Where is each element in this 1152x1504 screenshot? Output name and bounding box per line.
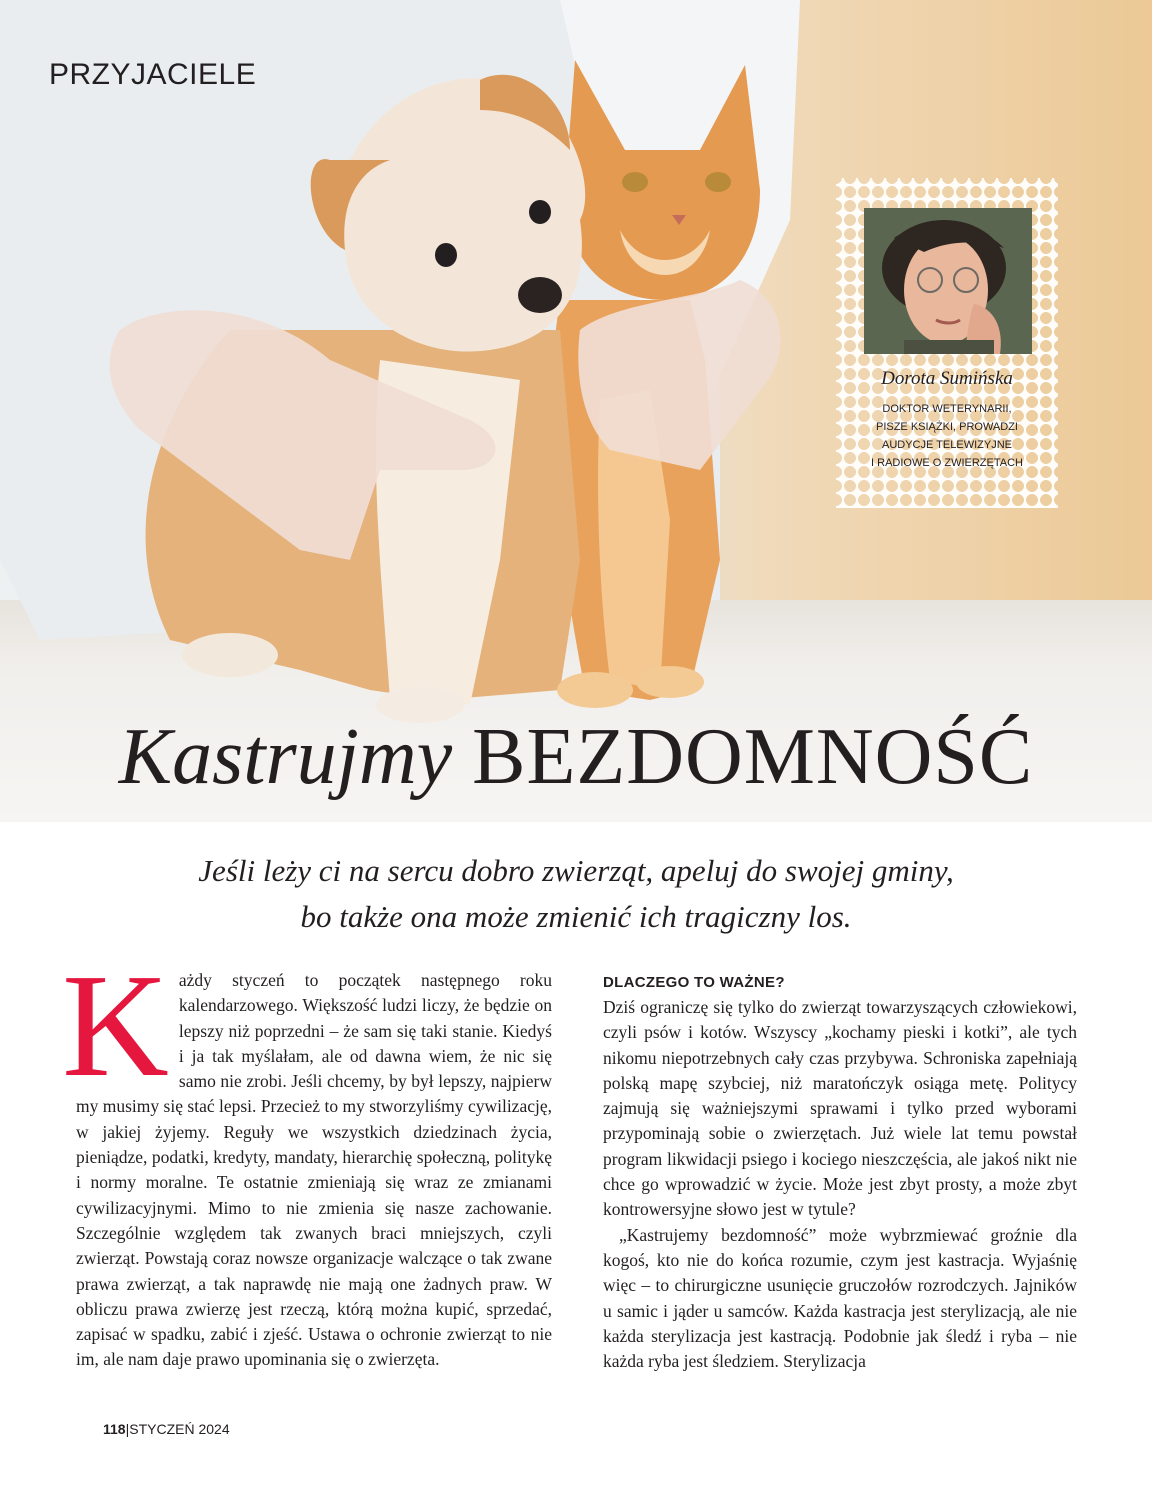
author-bio-line: AUDYCJE TELEWIZYJNE <box>882 439 1012 451</box>
body-paragraph: ażdy styczeń to początek następnego roku kalendarzowego. Większość ludzi liczy, że będzie on lepszy niż poprzedni – że sam się taki stanie. Kiedyś i ja tak myślałam, ale od dawna wiem, że nic się samo nie zrobi. Jeśli chcemy, by był lepszy, najpierw my musimy się stać lepsi. Przecież to my stworzyliśmy cywilizację, w jakiej żyjemy. Reguły we wszystkich dziedzinach życia, pieniądze, podatki, kredyty, mandaty, hierarchię społeczną, politykę i normy moralne. Te ostatnie zmieniają się wraz ze zmianami cywilizacyjnymi. Mimo to nie zmienia się nasze zachowanie. Szczególnie względem tak zwanych braci mniejszych, czyli zwierząt. Powstają coraz nowsze organizacje walczące o tak zwane prawa zwierząt, a tak naprawdę nie mają one żadnych praw. W obliczu prawa zwierzę jest rzeczą, którą można kupić, sprzedać, zapisać w spadku, zabić i zjeść. Ustawa o ochronie zwierząt to nie im, ale nam daje prawo upominania się o zwierzęta. <box>76 970 552 1370</box>
body-column-left <box>62 944 552 1373</box>
issue-date: STYCZEŃ 2024 <box>129 1421 230 1437</box>
author-bio-line: PISZE KSIĄŻKI, PROWADZI <box>875 421 1018 433</box>
body-column-right <box>603 972 1077 1374</box>
drop-cap: K <box>62 944 169 1108</box>
lede-line: Jeśli leży ci na sercu dobro zwierząt, apeluj do swojej gminy, <box>198 853 954 888</box>
lede-line: bo także ona może zmienić ich tragiczny los. <box>300 899 852 934</box>
author-name: Dorota Sumińska <box>881 368 1013 389</box>
title-italic: Kastrujmy <box>118 713 453 801</box>
lede <box>0 848 1152 940</box>
author-portrait <box>864 208 1032 354</box>
author-card <box>836 178 1058 508</box>
author-bio <box>842 400 1052 472</box>
body-paragraph: „Kastrujemy bezdomność” może wybrzmiewać groźnie dla kogoś, kto nie do końca rozumie, czym jest kastracja. Wyjaśnię więc – to chirurgiczne usunięcie gruczołów rozrodczych. Jajników u samic i jąder u samców. Każda kastracja jest sterylizacją, ale nie każda sterylizacja jest kastracją. Podobnie jak śledź i ryba – nie każda ryba jest śledziem. Sterylizacja <box>603 1224 1077 1372</box>
subheading: DLACZEGO TO WAŻNE? <box>603 974 785 991</box>
section-label: PRZYJACIELE <box>49 58 257 91</box>
title-caps: BEZDOMNOŚĆ <box>472 713 1034 801</box>
author-bio-line: I RADIOWE O ZWIERZĘTACH <box>871 457 1023 469</box>
article-title <box>0 712 1152 803</box>
page-folio: 118|STYCZEŃ 2024 <box>103 1421 230 1437</box>
author-bio-line: DOKTOR WETERYNARII, <box>882 403 1012 415</box>
body-paragraph: Dziś ograniczę się tylko do zwierząt towarzyszących człowiekowi, czyli psów i kotów. Wszyscy „kochamy pieski i kotki”, ale tych nikomu niepotrzebnych cały czas przybywa. Schroniska zapełniają polską mapę szybciej, niż maratończyk osiąga metę. Politycy zajmują się ważniejszymi sprawami i tylko przed wyborami przypominają sobie o zwierzętach. Już wiele lat temu powstał program likwidacji psiego i kociego nieszczęścia, ale jakoś nikt nie chce go wprowadzić w życie. Może jest zbyt prosty, a może zbyt kontrowersyjne słowo jest w tytule? <box>603 997 1077 1220</box>
page-number: 118 <box>103 1421 126 1437</box>
